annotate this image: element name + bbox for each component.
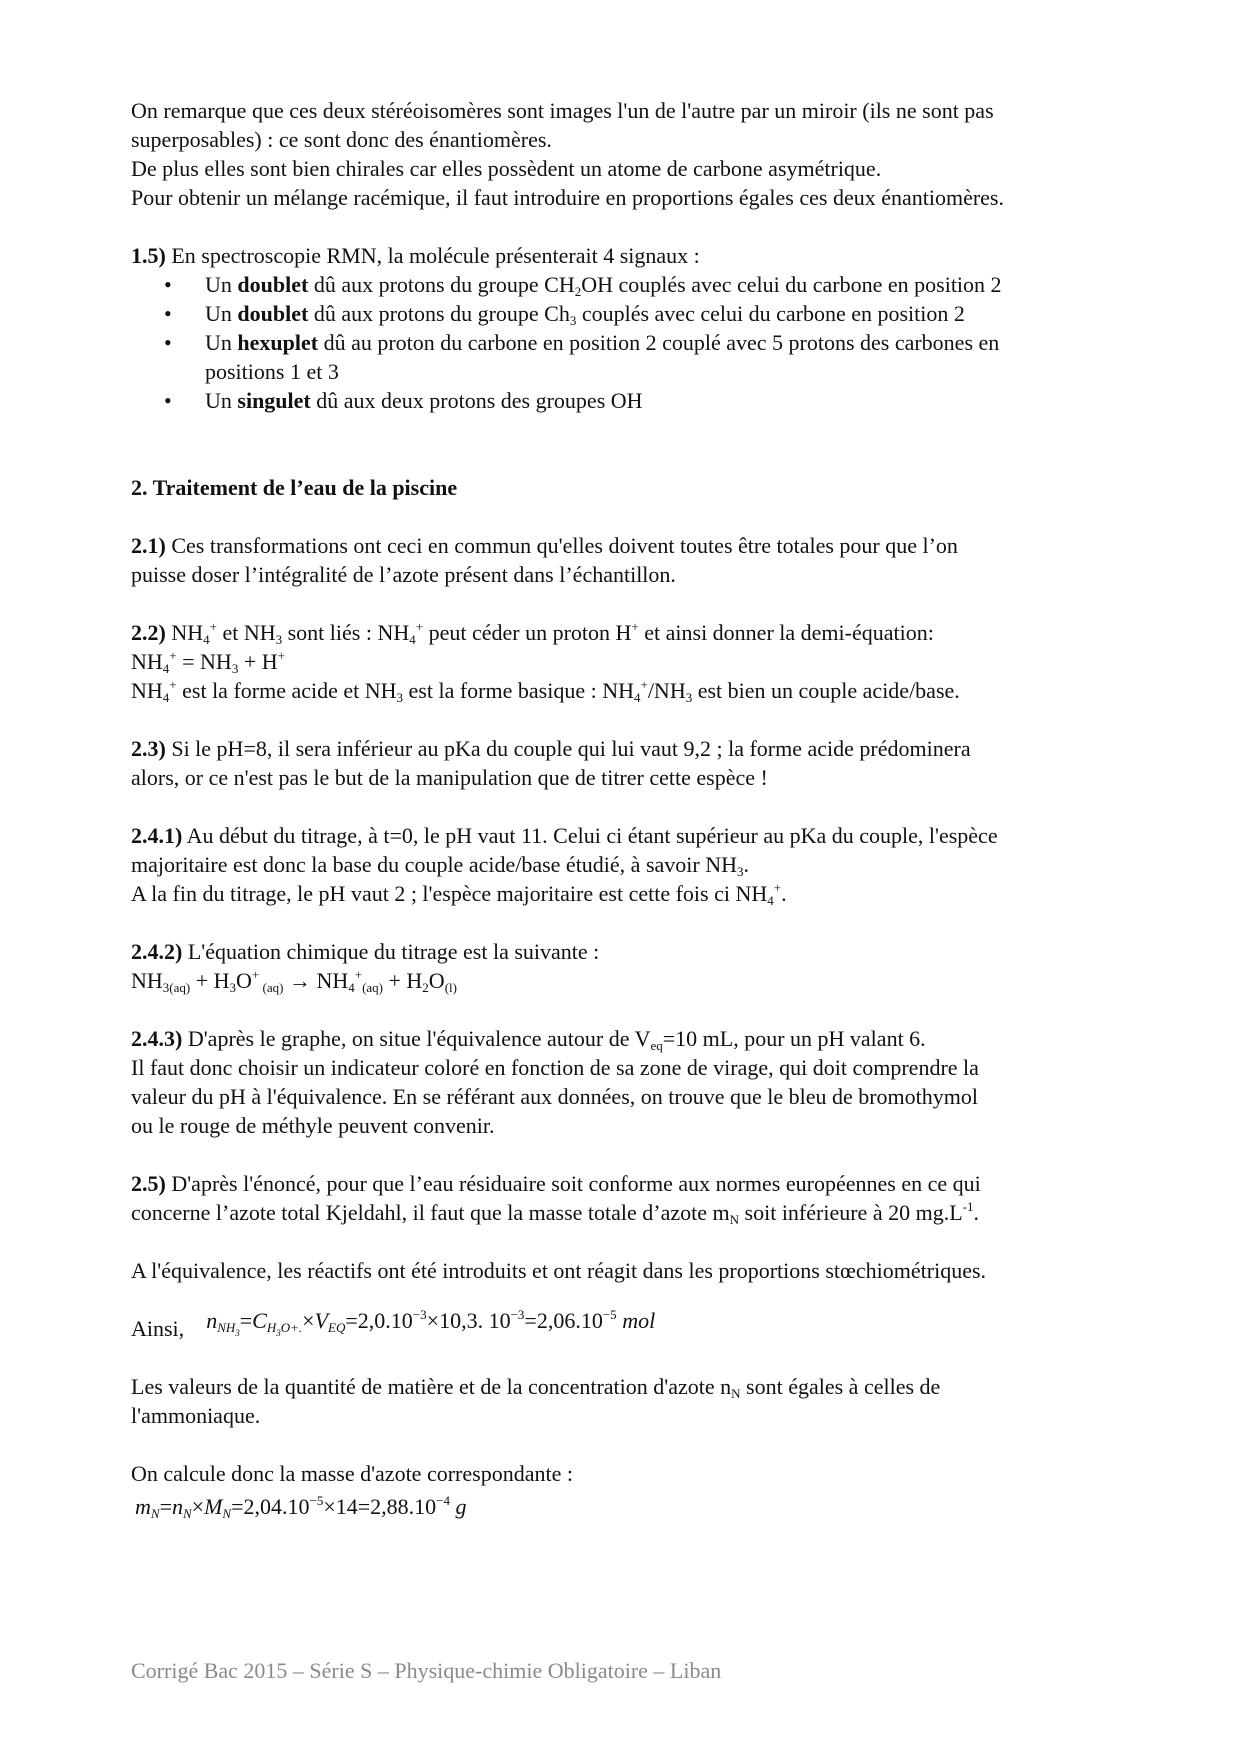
equivalence-text: A l'équivalence, les réactifs ont été introduits et ont réagit dans les proportions stœchiométriques. [131, 1258, 987, 1283]
text-line: On remarque que ces deux stéréoisomères sont images l'un de l'autre par un miroir (ils ne sont pas [131, 98, 994, 123]
question-2-4-3: 2.4.3) D'après le graphe, on situe l'équivalence autour de $V_{eq}=10$ mL, pour un pH valant 6. Il faut donc choisir un indicateur coloré en fonction de sa zone de virage, qui doit comprendre la valeur du pH à l'équivalence. En se référant aux données, on trouve que le bleu de bromothymol ou le rouge de méthyle peuvent convenir. [131, 1026, 979, 1138]
question-number: 2.4.2) [131, 939, 183, 964]
question-number: 1.5) [131, 243, 166, 268]
question-2-2: 2.2) $NH_4^+$ et $NH_3$ sont liés : $NH_4^+$ peut céder un proton H+ et ainsi donner la demi-équation: $NH_4^+ = NH_3 + H^+$ $NH_4^+$ est la forme acide et $NH_3$ est la forme basique : $NH_4^+/NH_3$ est bien un couple acide/base. [131, 618, 1121, 705]
question-number: 2.1) [131, 533, 166, 558]
text-line: Pour obtenir un mélange racémique, il faut introduire en proportions égales ces deux énantiomères. [131, 185, 1004, 210]
question-1-5 [131, 241, 1121, 415]
list-item: • Un singulet dû aux deux protons des groupes OH [164, 388, 643, 413]
list-item: • Un hexuplet dû au proton du carbone en position 2 couplé avec 5 protons des carbones en positions 1 et 3 [164, 330, 1000, 384]
text-line: De plus elles sont bien chirales car elles possèdent un atome de carbone asymétrique. [131, 156, 882, 181]
text-line: superposables) : ce sont donc des énantiomères. [131, 127, 552, 152]
question-2-3: 2.3) Si le pH=8, il sera inférieur au pKa du couple qui lui vaut 9,2 ; la forme acide prédominera alors, or ce n'est pas le but de la manipulation que de titrer cette espèce ! [131, 736, 971, 790]
bullet-icon: • [164, 301, 172, 326]
signal-list [131, 270, 1121, 415]
ainsi-label: Ainsi, [131, 1316, 185, 1341]
bullet-icon: • [164, 272, 172, 297]
titration-equation: $NH_{3(aq)} + H_3O^+$ $_{(aq)} \to NH_4^+_{(aq)} + H_2O_{(l)}$ [131, 967, 457, 995]
list-item: • Un doublet dû aux protons du groupe $CH_2OH$ couplés avec celui du carbone en position 2 [164, 272, 1002, 299]
section-2 [131, 473, 1121, 502]
document-page [131, 96, 1121, 1521]
question-number: 2.3) [131, 736, 166, 761]
bullet-icon: • [164, 330, 172, 355]
mass-calculation: On calcule donc la masse d'azote correspondante : $m_N=n_N\times M_N=2,04.10^{-5}\times 14=2,88.10^{-4}$ g [131, 1459, 1121, 1521]
section-title: 2. Traitement de l’eau de la piscine [131, 475, 458, 500]
question-heading: 1.5) En spectroscopie RMN, la molécule présenterait 4 signaux : [131, 243, 700, 268]
question-number: 2.4.3) [131, 1026, 183, 1051]
formula-mass: $m_N=n_N\times M_N=2,04.10^{-5}\times 14=2,88.10^{-4}$ g [135, 1493, 467, 1521]
question-number: 2.5) [131, 1171, 166, 1196]
formula-nh3: $n_{NH_3}=C_{H_3O+.}\times V_{EQ}=2,0.10^{-3}\times 10,3$. $10^{-3}=2,06.10^{-5}$ mol [206, 1307, 656, 1338]
question-2-4-2: 2.4.2) L'équation chimique du titrage est la suivante : $NH_{3(aq)} + H_3O^+$ $_{(aq)} \to NH_4^+_{(aq)} + H_2O_{(l)}$ [131, 937, 1121, 995]
question-2-5: 2.5) D'après l'énoncé, pour que l’eau résiduaire soit conforme aux normes européennes en ce qui concerne l’azote total Kjeldahl, il faut que la masse totale d’azote $m_N$ soit inférieure à 20 $mg.L^{-1}$. [131, 1171, 981, 1227]
list-item: • Un doublet dû aux protons du groupe $Ch_3$ couplés avec celui du carbone en position 2 [164, 301, 965, 328]
question-2-4-1: 2.4.1) Au début du titrage, à t=0, le pH vaut 11. Celui ci étant supérieur au pKa du couple, l'espèce majoritaire est donc la base du couple acide/base étudié, à savoir $NH_3$. A la fin du titrage, le pH vaut 2 ; l'espèce majoritaire est cette fois ci $NH_4^+$. [131, 823, 998, 908]
intro-paragraph [131, 96, 1121, 212]
question-number: 2.4.1) [131, 823, 183, 848]
question-2-1: 2.1) Ces transformations ont ceci en commun qu'elles doivent toutes être totales pour que l’on puisse doser l’intégralité de l’azote présent dans l’échantillon. [131, 533, 958, 587]
nitrogen-text: Les valeurs de la quantité de matière et de la concentration d'azote $n_N$ sont égales à celles de l'ammoniaque. [131, 1374, 941, 1428]
page-footer: Corrigé Bac 2015 – Série S – Physique-chimie Obligatoire – Liban [131, 1658, 722, 1683]
question-number: 2.2) [131, 620, 166, 645]
equation-row [131, 1307, 1121, 1343]
bullet-icon: • [164, 388, 172, 413]
half-equation: $NH_4^+ = NH_3 + H^+$ [131, 648, 285, 676]
